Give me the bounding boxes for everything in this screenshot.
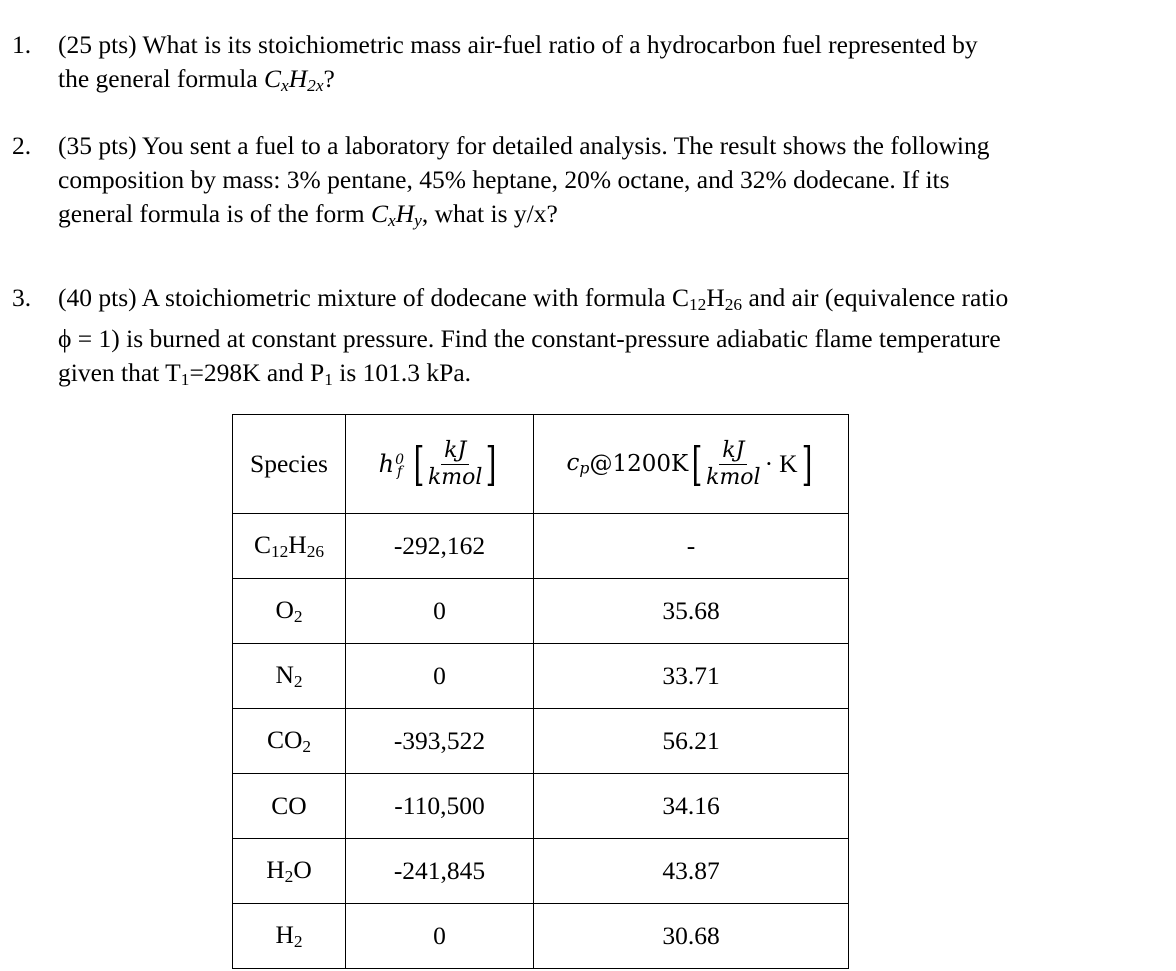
cell-enthalpy: -241,845: [346, 839, 534, 904]
header-species: Species: [233, 415, 346, 514]
question-text: composition by mass: 3% pentane, 45% heptane, 20% octane, and 32% dodecane. If its: [58, 165, 950, 194]
header-specific-heat: $c_p$ @1200K [ $\frac{kJ}{\text{kmol}}$ · K ]: [534, 415, 849, 514]
table-row: [233, 904, 849, 969]
species-property-table: [232, 414, 849, 969]
question-text: (40 pts) A stoichiometric mixture of dodecane with formula C: [58, 283, 689, 312]
cell-enthalpy: -292,162: [346, 514, 534, 579]
table-row: [233, 774, 849, 839]
cell-specific-heat: -: [534, 514, 849, 579]
question-text: (25 pts) What is its stoichiometric mass air-fuel ratio of a hydrocarbon fuel represented by: [58, 30, 978, 59]
cell-species: CO: [233, 774, 346, 839]
question-text: general formula is of the form: [58, 199, 371, 228]
cell-specific-heat: 35.68: [534, 579, 849, 644]
question-text: (35 pts) You sent a fuel to a laboratory for detailed analysis. The result shows the following: [58, 131, 990, 160]
cell-species: $N_2$: [233, 644, 346, 709]
question-3: 3. (40 pts) A stoichiometric mixture of dodecane with formula $C_{12}H_{26}$ and air (equivalence ratio ϕ = 1) is burned at constant pressure. Find the constant-pressure adiabatic flame temperature given that $T_1=298K$ and $P_1$ is 101.3 kPa.: [12, 283, 1009, 389]
table-row: [233, 579, 849, 644]
table-row: [233, 644, 849, 709]
formula: $C_xH_{2x}$: [264, 64, 324, 95]
table-row: [233, 839, 849, 904]
cell-specific-heat: 34.16: [534, 774, 849, 839]
cell-species: $C_{12}H_{26}$: [233, 514, 346, 579]
cell-enthalpy: 0: [346, 644, 534, 709]
cell-specific-heat: 33.71: [534, 644, 849, 709]
cell-enthalpy: 0: [346, 904, 534, 969]
question-text: ϕ = 1) is burned at constant pressure. Find the constant-pressure adiabatic flame temperature: [58, 323, 1001, 353]
cell-specific-heat: 30.68: [534, 904, 849, 969]
cell-species: $O_2$: [233, 579, 346, 644]
table-row: [233, 709, 849, 774]
question-number: 3.: [12, 283, 32, 312]
cell-enthalpy: -393,522: [346, 709, 534, 774]
cell-species: $H_2$: [233, 904, 346, 969]
question-1: 1. (25 pts) What is its stoichiometric mass air-fuel ratio of a hydrocarbon fuel represented by the general formula $C_xH_{2x}$?: [12, 30, 978, 95]
cell-specific-heat: 43.87: [534, 839, 849, 904]
cell-species: $H_2O$: [233, 839, 346, 904]
question-text: given that T: [58, 357, 181, 387]
cell-enthalpy: 0: [346, 579, 534, 644]
header-enthalpy-formation: h 0 f [ $\frac{kJ}{\text{kmol}}$ ]: [346, 415, 534, 514]
cell-specific-heat: 56.21: [534, 709, 849, 774]
table-row: [233, 514, 849, 579]
question-number: 1.: [12, 30, 32, 59]
formula: $C_xH_y$: [370, 199, 422, 230]
cell-species: $CO_2$: [233, 709, 346, 774]
cell-enthalpy: -110,500: [346, 774, 534, 839]
table-header-row: [233, 415, 849, 514]
question-number: 2.: [12, 131, 32, 160]
question-2: 2. (35 pts) You sent a fuel to a laboratory for detailed analysis. The result shows the following composition by mass: 3% pentane, 45% heptane, 20% octane, and 32% dodecane. If its general formula is of the form $C_xH_y$, what is y/x?: [12, 131, 990, 230]
question-text: the general formula: [58, 64, 265, 93]
